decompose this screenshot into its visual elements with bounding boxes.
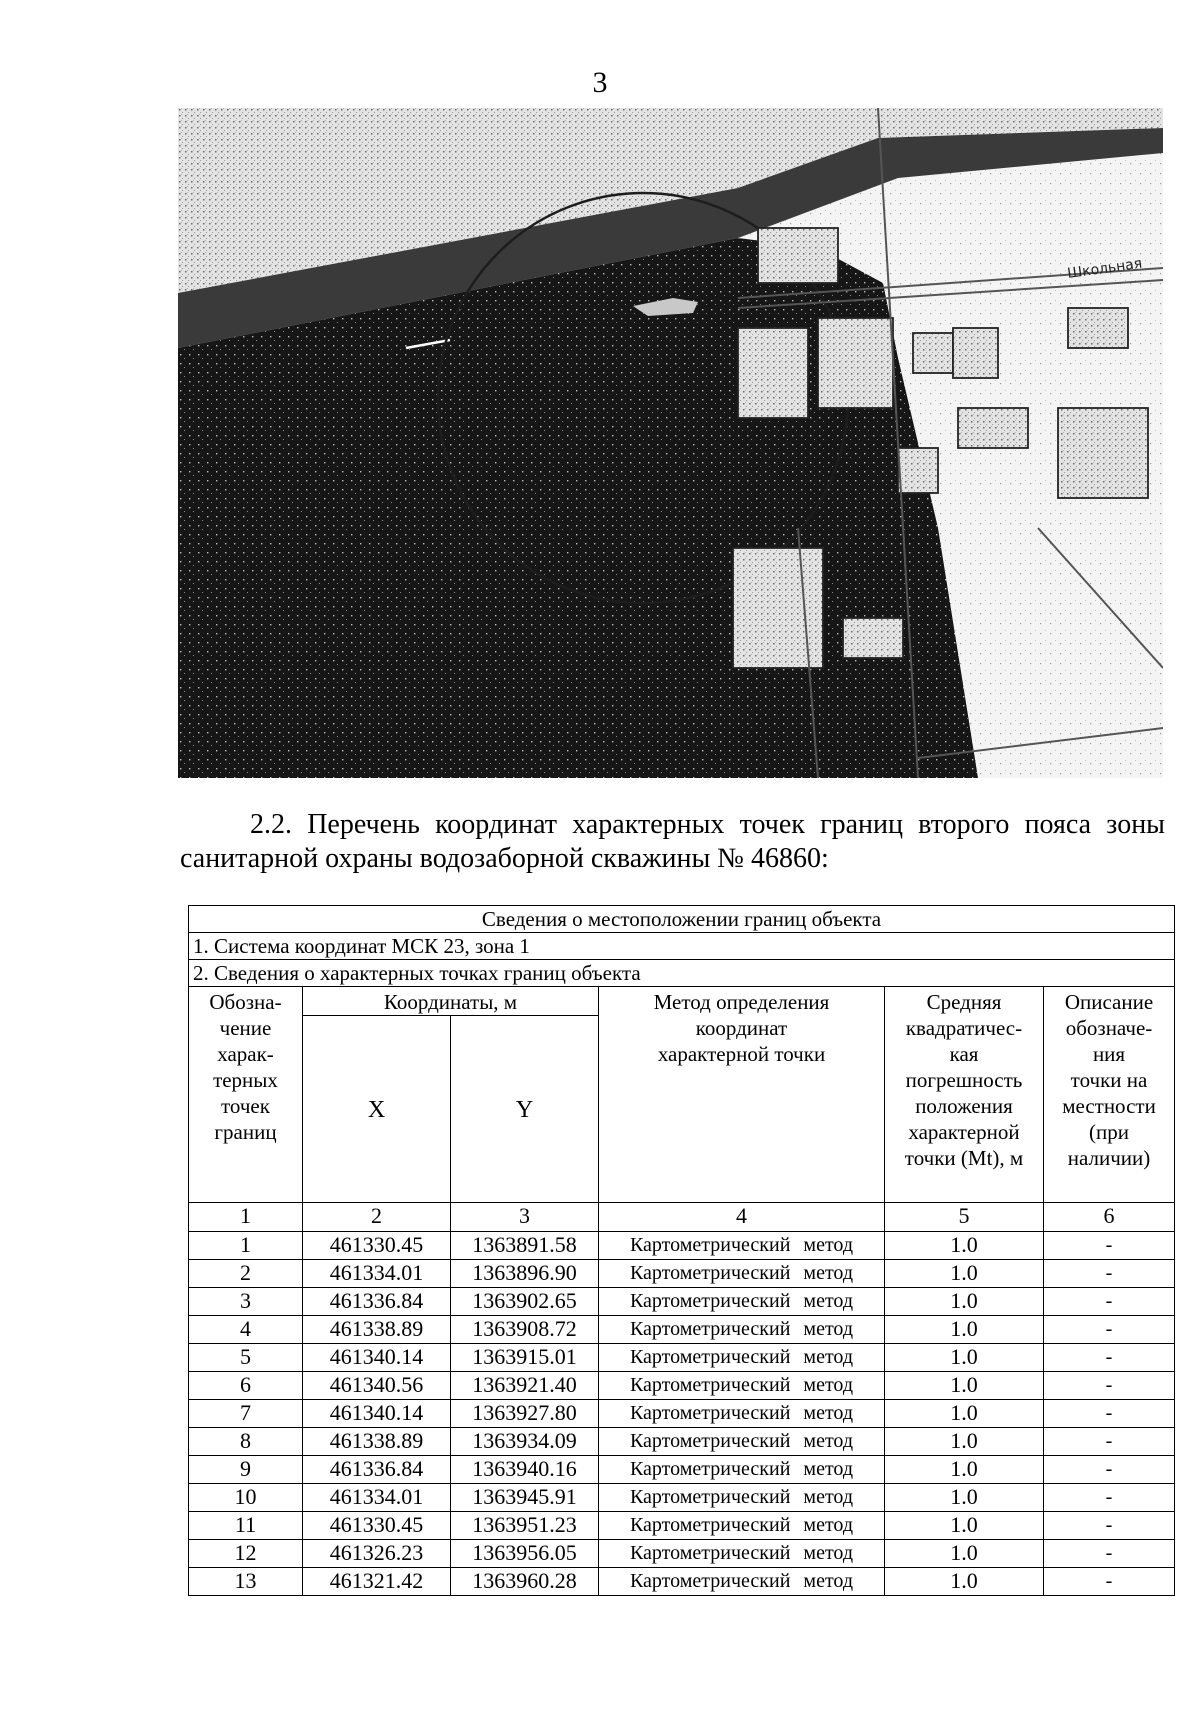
method: Картометрический метод bbox=[599, 1372, 885, 1400]
table-row bbox=[189, 1316, 1175, 1344]
description: - bbox=[1044, 1288, 1175, 1316]
table-row bbox=[189, 1260, 1175, 1288]
description: - bbox=[1044, 1232, 1175, 1260]
point-number: 9 bbox=[189, 1456, 303, 1484]
column-number: 6 bbox=[1044, 1203, 1175, 1232]
point-number: 1 bbox=[189, 1232, 303, 1260]
point-number: 8 bbox=[189, 1428, 303, 1456]
method: Картометрический метод bbox=[599, 1428, 885, 1456]
coord-y: 1363896.90 bbox=[451, 1260, 599, 1288]
error-mt: 1.0 bbox=[885, 1428, 1044, 1456]
table-row bbox=[189, 1484, 1175, 1512]
table-row bbox=[189, 1456, 1175, 1484]
method: Картометрический метод bbox=[599, 1288, 885, 1316]
error-mt: 1.0 bbox=[885, 1456, 1044, 1484]
coord-x: 461326.23 bbox=[303, 1540, 451, 1568]
coord-y: 1363956.05 bbox=[451, 1540, 599, 1568]
coord-y: 1363921.40 bbox=[451, 1372, 599, 1400]
coordinate-system: 1. Система координат МСК 23, зона 1 bbox=[189, 933, 1175, 960]
coordinates-table bbox=[188, 905, 1175, 1596]
error-mt: 1.0 bbox=[885, 1568, 1044, 1596]
description: - bbox=[1044, 1456, 1175, 1484]
coord-x: 461330.45 bbox=[303, 1232, 451, 1260]
coord-y: 1363891.58 bbox=[451, 1232, 599, 1260]
error-mt: 1.0 bbox=[885, 1288, 1044, 1316]
error-mt: 1.0 bbox=[885, 1344, 1044, 1372]
error-mt: 1.0 bbox=[885, 1512, 1044, 1540]
coord-x: 461340.56 bbox=[303, 1372, 451, 1400]
table-row bbox=[189, 1428, 1175, 1456]
coord-y: 1363960.28 bbox=[451, 1568, 599, 1596]
point-number: 12 bbox=[189, 1540, 303, 1568]
column-number: 1 bbox=[189, 1203, 303, 1232]
point-number: 7 bbox=[189, 1400, 303, 1428]
method: Картометрический метод bbox=[599, 1540, 885, 1568]
coord-y: 1363927.80 bbox=[451, 1400, 599, 1428]
table-title: Сведения о местоположении границ объекта bbox=[189, 906, 1175, 933]
point-number: 13 bbox=[189, 1568, 303, 1596]
error-mt: 1.0 bbox=[885, 1316, 1044, 1344]
table-row bbox=[189, 1512, 1175, 1540]
header-designation: Обозна- чение харак- терных точек границ bbox=[189, 987, 303, 1203]
description: - bbox=[1044, 1540, 1175, 1568]
map-image bbox=[178, 108, 1163, 778]
description: - bbox=[1044, 1568, 1175, 1596]
description: - bbox=[1044, 1344, 1175, 1372]
header-x: X bbox=[303, 1016, 451, 1203]
coord-y: 1363934.09 bbox=[451, 1428, 599, 1456]
method: Картометрический метод bbox=[599, 1400, 885, 1428]
error-mt: 1.0 bbox=[885, 1232, 1044, 1260]
coord-x: 461336.84 bbox=[303, 1456, 451, 1484]
coord-x: 461340.14 bbox=[303, 1344, 451, 1372]
header-description: Описание обозначе- ния точки на местности (при наличии) bbox=[1044, 987, 1175, 1203]
method: Картометрический метод bbox=[599, 1344, 885, 1372]
description: - bbox=[1044, 1484, 1175, 1512]
coord-x: 461340.14 bbox=[303, 1400, 451, 1428]
coord-y: 1363915.01 bbox=[451, 1344, 599, 1372]
description: - bbox=[1044, 1260, 1175, 1288]
method: Картометрический метод bbox=[599, 1232, 885, 1260]
coord-x: 461321.42 bbox=[303, 1568, 451, 1596]
column-number: 5 bbox=[885, 1203, 1044, 1232]
error-mt: 1.0 bbox=[885, 1484, 1044, 1512]
column-number: 4 bbox=[599, 1203, 885, 1232]
method: Картометрический метод bbox=[599, 1568, 885, 1596]
table-row bbox=[189, 1540, 1175, 1568]
street-label: Школьная bbox=[1066, 255, 1144, 282]
error-mt: 1.0 bbox=[885, 1400, 1044, 1428]
points-section-title: 2. Сведения о характерных точках границ объекта bbox=[189, 960, 1175, 987]
table-row bbox=[189, 1344, 1175, 1372]
table-row bbox=[189, 1232, 1175, 1260]
section-caption: 2.2. Перечень координат характерных точек границ второго пояса зоны санитарной охраны водозаборной скважины № 46860: bbox=[180, 809, 1165, 874]
header-method: Метод определения координат характерной точки bbox=[599, 987, 885, 1203]
coord-x: 461338.89 bbox=[303, 1428, 451, 1456]
method: Картометрический метод bbox=[599, 1456, 885, 1484]
method: Картометрический метод bbox=[599, 1316, 885, 1344]
error-mt: 1.0 bbox=[885, 1372, 1044, 1400]
point-number: 2 bbox=[189, 1260, 303, 1288]
table-row bbox=[189, 1568, 1175, 1596]
coord-y: 1363902.65 bbox=[451, 1288, 599, 1316]
coord-x: 461336.84 bbox=[303, 1288, 451, 1316]
error-mt: 1.0 bbox=[885, 1540, 1044, 1568]
error-mt: 1.0 bbox=[885, 1260, 1044, 1288]
coord-y: 1363945.91 bbox=[451, 1484, 599, 1512]
coord-x: 461334.01 bbox=[303, 1260, 451, 1288]
description: - bbox=[1044, 1400, 1175, 1428]
method: Картометрический метод bbox=[599, 1260, 885, 1288]
point-number: 3 bbox=[189, 1288, 303, 1316]
header-coordinates: Координаты, м bbox=[303, 987, 599, 1016]
table-row bbox=[189, 1400, 1175, 1428]
coord-y: 1363940.16 bbox=[451, 1456, 599, 1484]
method: Картометрический метод bbox=[599, 1512, 885, 1540]
description: - bbox=[1044, 1428, 1175, 1456]
point-number: 10 bbox=[189, 1484, 303, 1512]
description: - bbox=[1044, 1372, 1175, 1400]
point-number: 11 bbox=[189, 1512, 303, 1540]
point-number: 5 bbox=[189, 1344, 303, 1372]
header-y: Y bbox=[451, 1016, 599, 1203]
point-number: 4 bbox=[189, 1316, 303, 1344]
column-number: 3 bbox=[451, 1203, 599, 1232]
coord-x: 461334.01 bbox=[303, 1484, 451, 1512]
header-error: Средняя квадратичес- кая погрешность положения характерной точки (Mt), м bbox=[885, 987, 1044, 1203]
table-row bbox=[189, 1372, 1175, 1400]
coord-x: 461330.45 bbox=[303, 1512, 451, 1540]
table-row bbox=[189, 1288, 1175, 1316]
page-number: 3 bbox=[592, 66, 608, 99]
description: - bbox=[1044, 1316, 1175, 1344]
coord-y: 1363908.72 bbox=[451, 1316, 599, 1344]
coord-x: 461338.89 bbox=[303, 1316, 451, 1344]
point-number: 6 bbox=[189, 1372, 303, 1400]
column-numbers-row bbox=[189, 1203, 1175, 1232]
map-drawing bbox=[178, 108, 1163, 778]
method: Картометрический метод bbox=[599, 1484, 885, 1512]
description: - bbox=[1044, 1512, 1175, 1540]
column-number: 2 bbox=[303, 1203, 451, 1232]
coord-y: 1363951.23 bbox=[451, 1512, 599, 1540]
